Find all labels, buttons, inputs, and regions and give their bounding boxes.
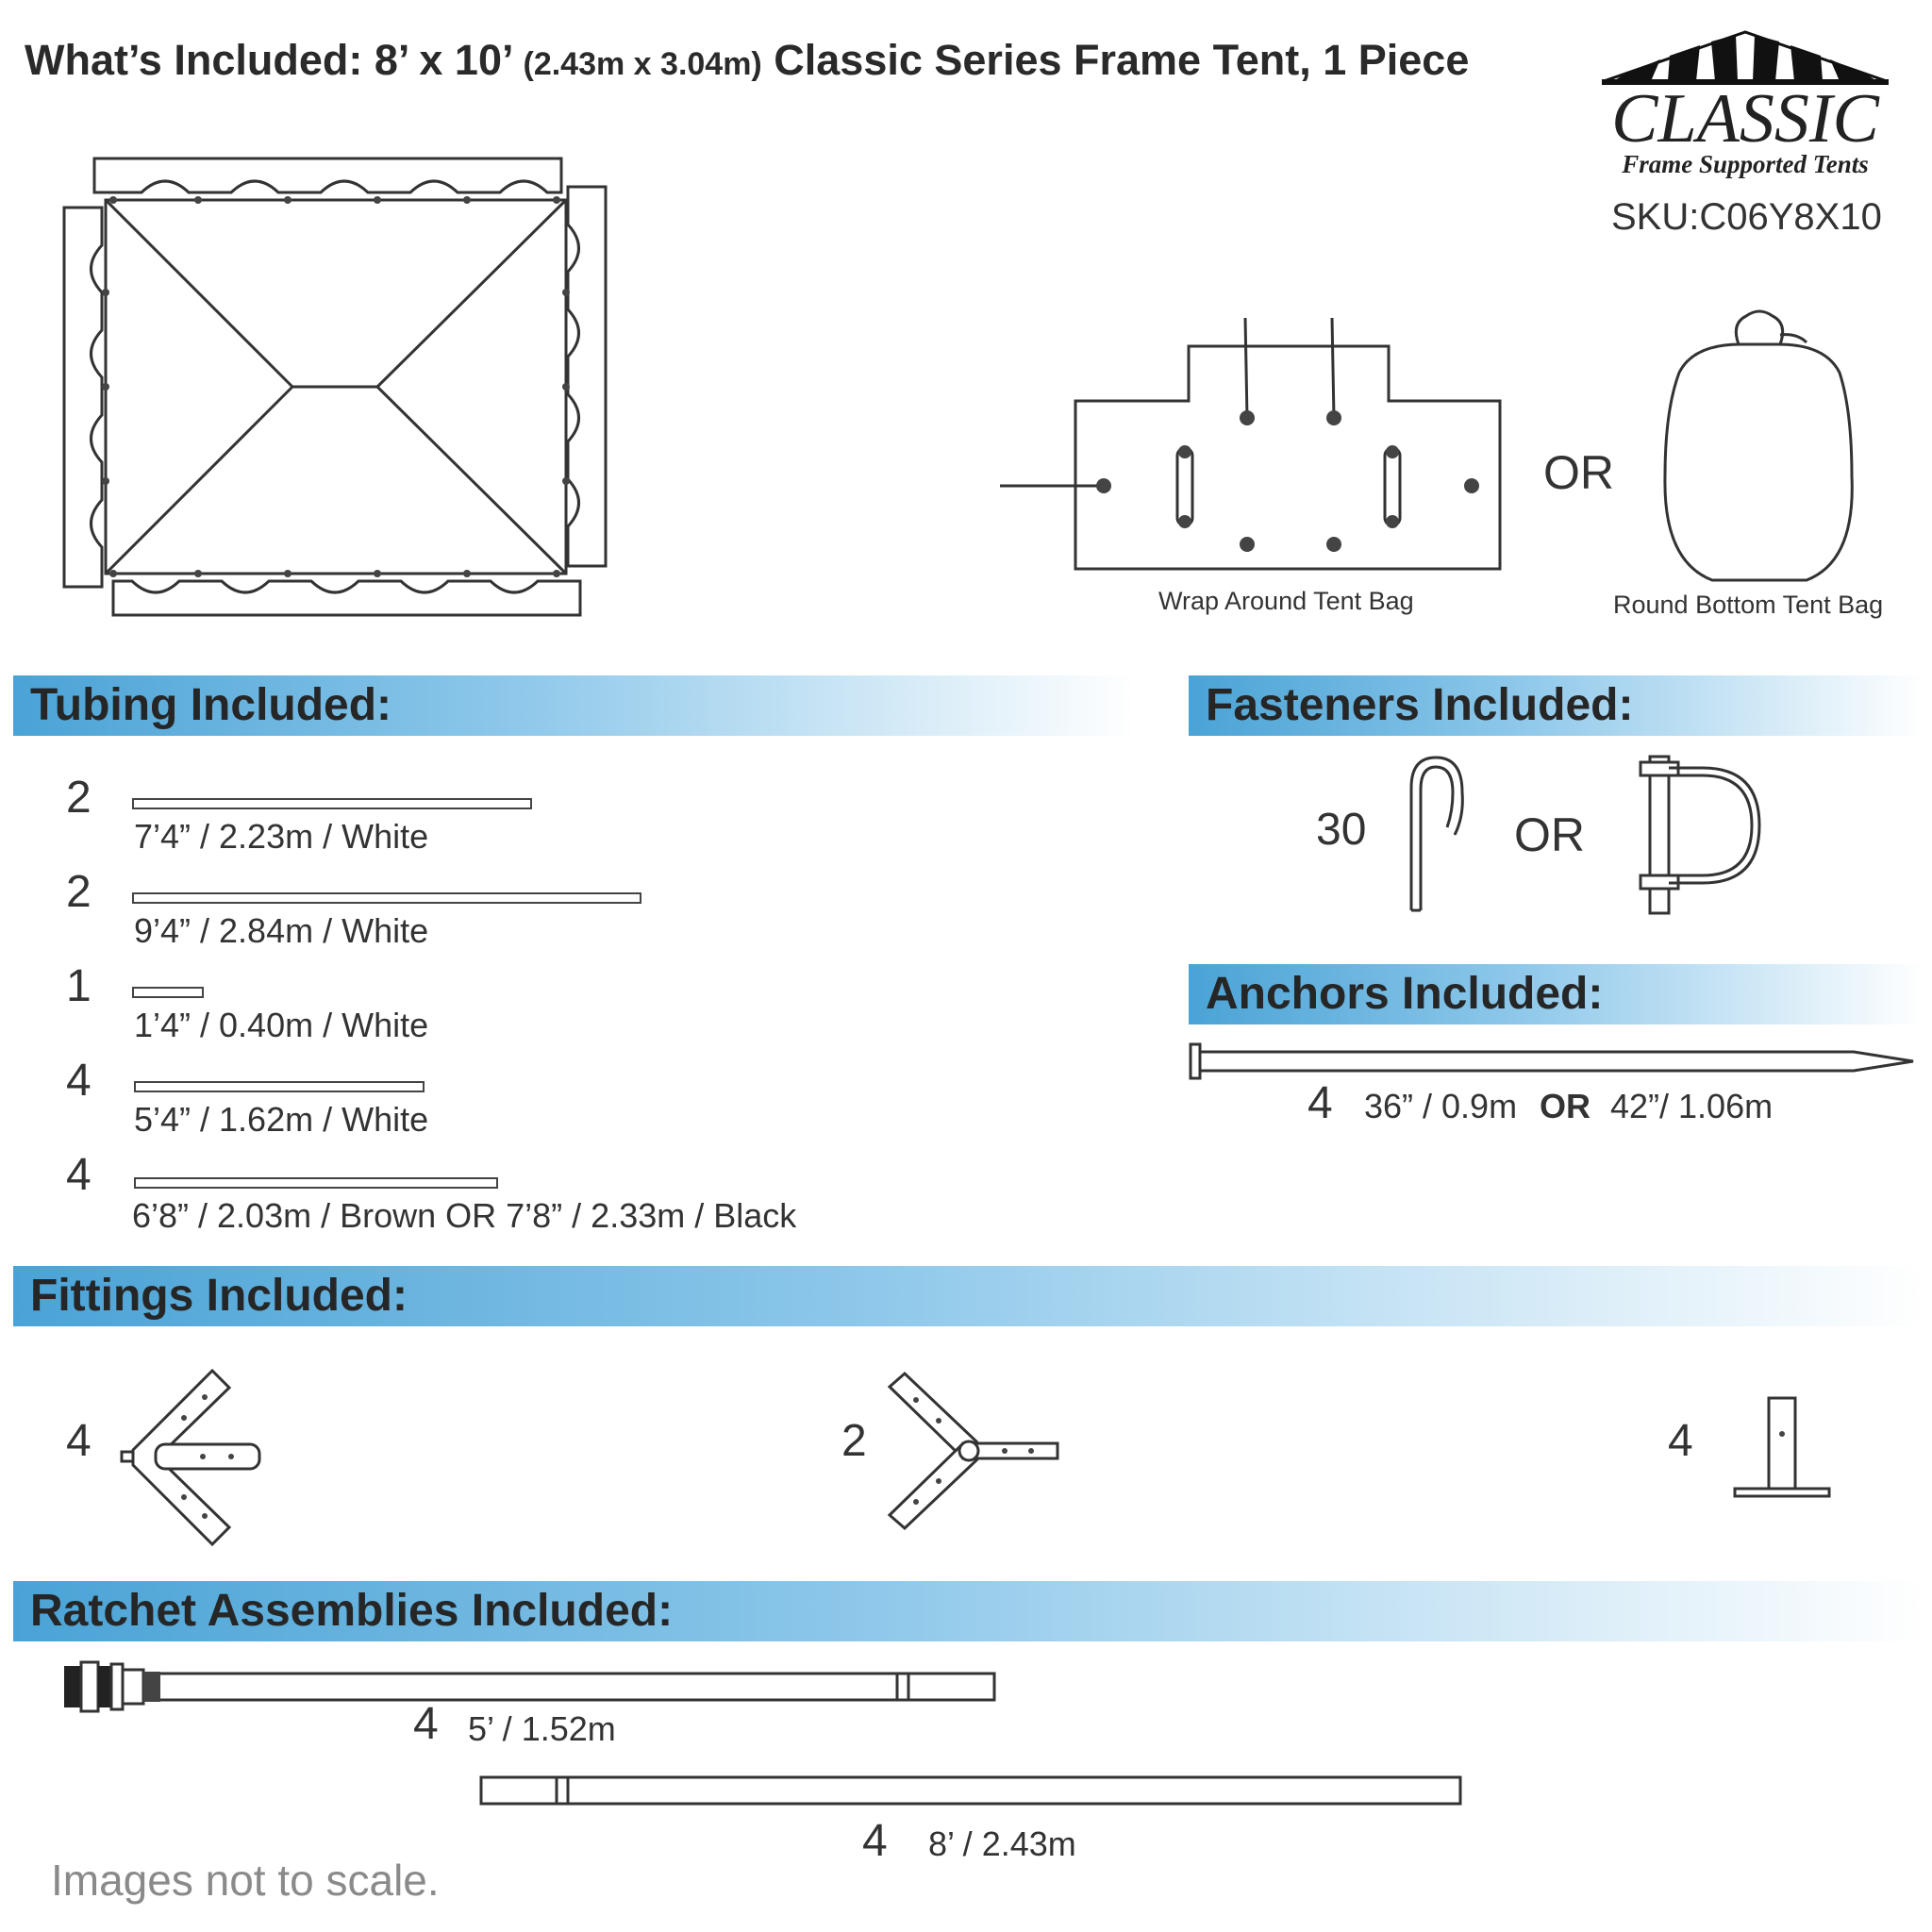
tent-stripes-icon <box>1602 32 1889 85</box>
fastener-qty: 30 <box>1316 805 1367 855</box>
lynch-pin-icon <box>1637 755 1769 915</box>
tubing-section-header <box>13 675 1136 736</box>
tube-bar <box>134 1081 425 1092</box>
tube-label: 9’4” / 2.84m / White <box>134 911 429 950</box>
fasteners-section-header <box>1189 675 1924 736</box>
tube-bar <box>132 987 204 998</box>
right-flap <box>568 187 606 566</box>
anchors-title: Anchors Included: <box>1206 969 1604 1019</box>
extension-tube-8ft-icon <box>479 1775 1462 1806</box>
anchor-or-label: OR <box>1540 1087 1591 1125</box>
ratchet-assembly-5ft-icon <box>62 1660 996 1713</box>
ratchets-title: Ratchet Assemblies Included: <box>30 1586 674 1636</box>
anchors-section-header <box>1189 964 1924 1024</box>
tube-qty: 4 <box>66 1150 92 1200</box>
tubing-title: Tubing Included: <box>30 680 392 730</box>
anchor-qty: 4 <box>1307 1078 1333 1128</box>
fitting-qty: 4 <box>66 1416 92 1466</box>
classic-logo <box>1594 26 1896 187</box>
tube-bar <box>132 798 532 809</box>
bottom-flap <box>113 581 580 615</box>
ratchet-label: 5’ / 1.52m <box>468 1709 616 1748</box>
ratchet-qty: 4 <box>862 1816 888 1866</box>
tube-label: 7’4” / 2.23m / White <box>134 817 429 856</box>
anchor-size-b: 42”/ 1.06m <box>1610 1087 1774 1125</box>
top-flap <box>94 158 561 192</box>
corner-fitting-icon <box>118 1363 269 1542</box>
ratchet-buckle-icon <box>64 1662 160 1711</box>
tent-top-view <box>57 151 623 623</box>
bag-or-label: OR <box>1543 446 1614 499</box>
tube-qty: 4 <box>66 1056 92 1106</box>
foot-plate-icon <box>1731 1396 1835 1500</box>
wrap-bag-caption: Wrap Around Tent Bag <box>1158 587 1414 615</box>
page-title <box>25 36 1469 85</box>
ratchet-qty: 4 <box>413 1699 439 1749</box>
logo-tagline: Frame Supported Tents <box>1622 150 1869 178</box>
scale-note: Images not to scale. <box>51 1856 440 1905</box>
three-way-fitting-icon <box>882 1368 1061 1533</box>
tube-qty: 2 <box>66 867 92 917</box>
tube-label: 6’8” / 2.03m / Brown OR 7’8” / 2.33m / Black <box>132 1196 797 1235</box>
sku-label: SKU:C06Y8X10 <box>1611 196 1882 238</box>
tube-label: 1’4” / 0.40m / White <box>134 1006 429 1044</box>
fitting-qty: 4 <box>1668 1416 1693 1466</box>
title-main: What’s Included: 8’ x 10’ <box>25 36 511 84</box>
ratchet-label: 8’ / 2.43m <box>928 1824 1076 1863</box>
ratchets-section-header <box>13 1581 1924 1641</box>
round-bag-caption: Round Bottom Tent Bag <box>1613 591 1884 619</box>
j-pin-icon <box>1406 750 1472 915</box>
left-flap <box>64 208 102 587</box>
fastener-or-label: OR <box>1514 808 1585 861</box>
fasteners-title: Fasteners Included: <box>1206 680 1634 730</box>
logo-name: CLASSIC <box>1611 80 1879 158</box>
wrap-around-bag-icon <box>1000 316 1519 580</box>
title-metric: (2.43m x 3.04m) <box>523 46 762 82</box>
round-bottom-bag-icon <box>1656 307 1863 590</box>
fittings-title: Fittings Included: <box>30 1271 408 1321</box>
anchor-size-a: 36” / 0.9m <box>1364 1087 1518 1125</box>
anchor-stake-icon <box>1189 1042 1915 1080</box>
title-rest: Classic Series Frame Tent, 1 Piece <box>774 36 1470 84</box>
tube-bar <box>134 1177 498 1189</box>
fittings-section-header <box>13 1266 1924 1326</box>
fitting-qty: 2 <box>841 1416 867 1466</box>
tube-bar <box>132 892 641 904</box>
tube-qty: 1 <box>66 961 92 1011</box>
tube-qty: 2 <box>66 773 92 823</box>
tube-label: 5’4” / 1.62m / White <box>134 1100 429 1139</box>
